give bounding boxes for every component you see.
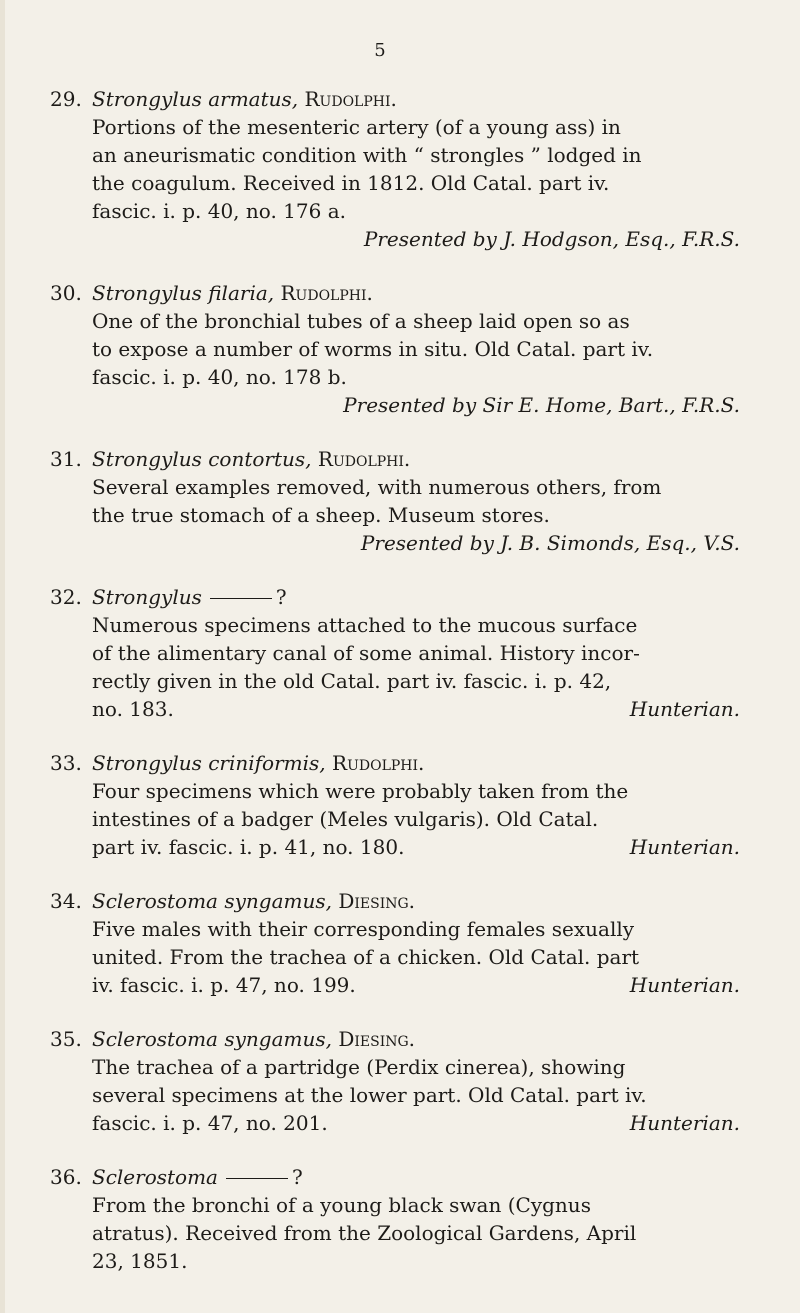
description-line: Portions of the mesenteric artery (of a young ass) in <box>92 115 621 139</box>
species-name: Strongylus <box>92 585 202 609</box>
catalogue-entry <box>50 887 740 999</box>
entry-source: Hunterian. <box>629 973 740 997</box>
description-line: One of the bronchial tubes of a sheep laid open so as <box>92 309 630 333</box>
entry-description <box>50 777 740 861</box>
catalogue-entry <box>50 445 740 557</box>
description-line: united. From the trachea of a chicken. Old Catal. part <box>92 945 640 969</box>
page-edge <box>0 0 5 1313</box>
species-name: Strongylus filaria, <box>92 281 275 305</box>
authority: Rudolphi. <box>317 447 411 471</box>
description-line: Several examples removed, with numerous others, from <box>92 475 662 499</box>
description-line: the coagulum. Received in 1812. Old Catal. part iv. <box>92 171 610 195</box>
description-last-row <box>92 1109 740 1137</box>
description-line: several specimens at the lower part. Old Catal. part iv. <box>92 1083 647 1107</box>
entry-heading <box>50 749 740 777</box>
species-name: Strongylus criniformis, <box>92 751 326 775</box>
entry-number: 33. <box>50 751 82 775</box>
catalogue-entry <box>50 583 740 723</box>
species-name: Sclerostoma syngamus, <box>92 889 332 913</box>
entry-description <box>50 307 740 419</box>
description-line: iv. fascic. i. p. 47, no. 199. <box>92 973 356 997</box>
description-line: From the bronchi of a young black swan (Cygnus <box>92 1193 591 1217</box>
entry-source: Presented by J. B. Simonds, Esq., V.S. <box>360 531 740 555</box>
blank-dash <box>226 1178 288 1179</box>
catalogue-entry <box>50 1163 740 1275</box>
entry-description <box>50 473 740 557</box>
description-line: fascic. i. p. 47, no. 201. <box>92 1111 328 1135</box>
entry-description <box>50 1191 740 1275</box>
description-line: The trachea of a partridge (Perdix cinerea), showing <box>92 1055 626 1079</box>
entry-source: Hunterian. <box>629 697 740 721</box>
entry-heading <box>50 279 740 307</box>
description-line: rectly given in the old Catal. part iv. fascic. i. p. 42, <box>92 669 612 693</box>
entry-heading <box>50 887 740 915</box>
entry-description <box>50 915 740 999</box>
description-line: fascic. i. p. 40, no. 178 b. <box>92 365 347 389</box>
entry-heading <box>50 1163 740 1191</box>
description-line: part iv. fascic. i. p. 41, no. 180. <box>92 835 405 859</box>
entry-description <box>50 611 740 723</box>
description-line: intestines of a badger (Meles vulgaris). Old Catal. <box>92 807 599 831</box>
entry-source: Presented by J. Hodgson, Esq., F.R.S. <box>363 227 740 251</box>
species-name: Strongylus contortus, <box>92 447 312 471</box>
authority: Rudolphi. <box>332 751 425 775</box>
entry-description <box>50 1053 740 1137</box>
description-line: Five males with their corresponding females sexually <box>92 917 635 941</box>
authority: Rudolphi. <box>280 281 373 305</box>
description-line: Four specimens which were probably taken from the <box>92 779 629 803</box>
catalogue-entry <box>50 1025 740 1137</box>
entry-heading <box>50 1025 740 1053</box>
blank-dash <box>210 598 272 599</box>
species-name: Sclerostoma syngamus, <box>92 1027 332 1051</box>
entry-number: 30. <box>50 281 82 305</box>
species-name: Strongylus armatus, <box>92 87 299 111</box>
entry-source: Hunterian. <box>629 835 740 859</box>
catalogue-entry <box>50 85 740 253</box>
entry-heading <box>50 85 740 113</box>
catalogue-entry <box>50 279 740 419</box>
description-line: atratus). Received from the Zoological Gardens, April <box>92 1221 637 1245</box>
entry-number: 29. <box>50 87 82 111</box>
authority: Rudolphi. <box>304 87 397 111</box>
catalogue-entry <box>50 749 740 861</box>
description-last-row <box>92 833 740 861</box>
description-line: 23, 1851. <box>92 1249 188 1273</box>
authority: ? <box>291 1165 303 1189</box>
entry-heading <box>50 583 740 611</box>
entry-source: Presented by Sir E. Home, Bart., F.R.S. <box>343 393 740 417</box>
entry-description <box>50 113 740 253</box>
description-last-row <box>92 695 740 723</box>
entry-number: 36. <box>50 1165 82 1189</box>
entry-source: Hunterian. <box>629 1111 740 1135</box>
entry-number: 32. <box>50 585 82 609</box>
species-name: Sclerostoma <box>92 1165 218 1189</box>
description-line: fascic. i. p. 40, no. 176 a. <box>92 199 346 223</box>
description-line: an aneurismatic condition with “ strongles ” lodged in <box>92 143 642 167</box>
description-line: to expose a number of worms in situ. Old Catal. part iv. <box>92 337 654 361</box>
entry-number: 35. <box>50 1027 82 1051</box>
entry-number: 34. <box>50 889 82 913</box>
description-line: the true stomach of a sheep. Museum stores. <box>92 503 550 527</box>
authority: ? <box>275 585 287 609</box>
catalogue-entries <box>50 85 740 1301</box>
description-last-row <box>92 971 740 999</box>
description-line: no. 183. <box>92 697 174 721</box>
description-line: of the alimentary canal of some animal. History incor- <box>92 641 640 665</box>
authority: Diesing. <box>338 889 416 913</box>
description-line: Numerous specimens attached to the mucous surface <box>92 613 638 637</box>
entry-number: 31. <box>50 447 82 471</box>
entry-heading <box>50 445 740 473</box>
authority: Diesing. <box>338 1027 416 1051</box>
page-number: 5 <box>374 40 386 61</box>
